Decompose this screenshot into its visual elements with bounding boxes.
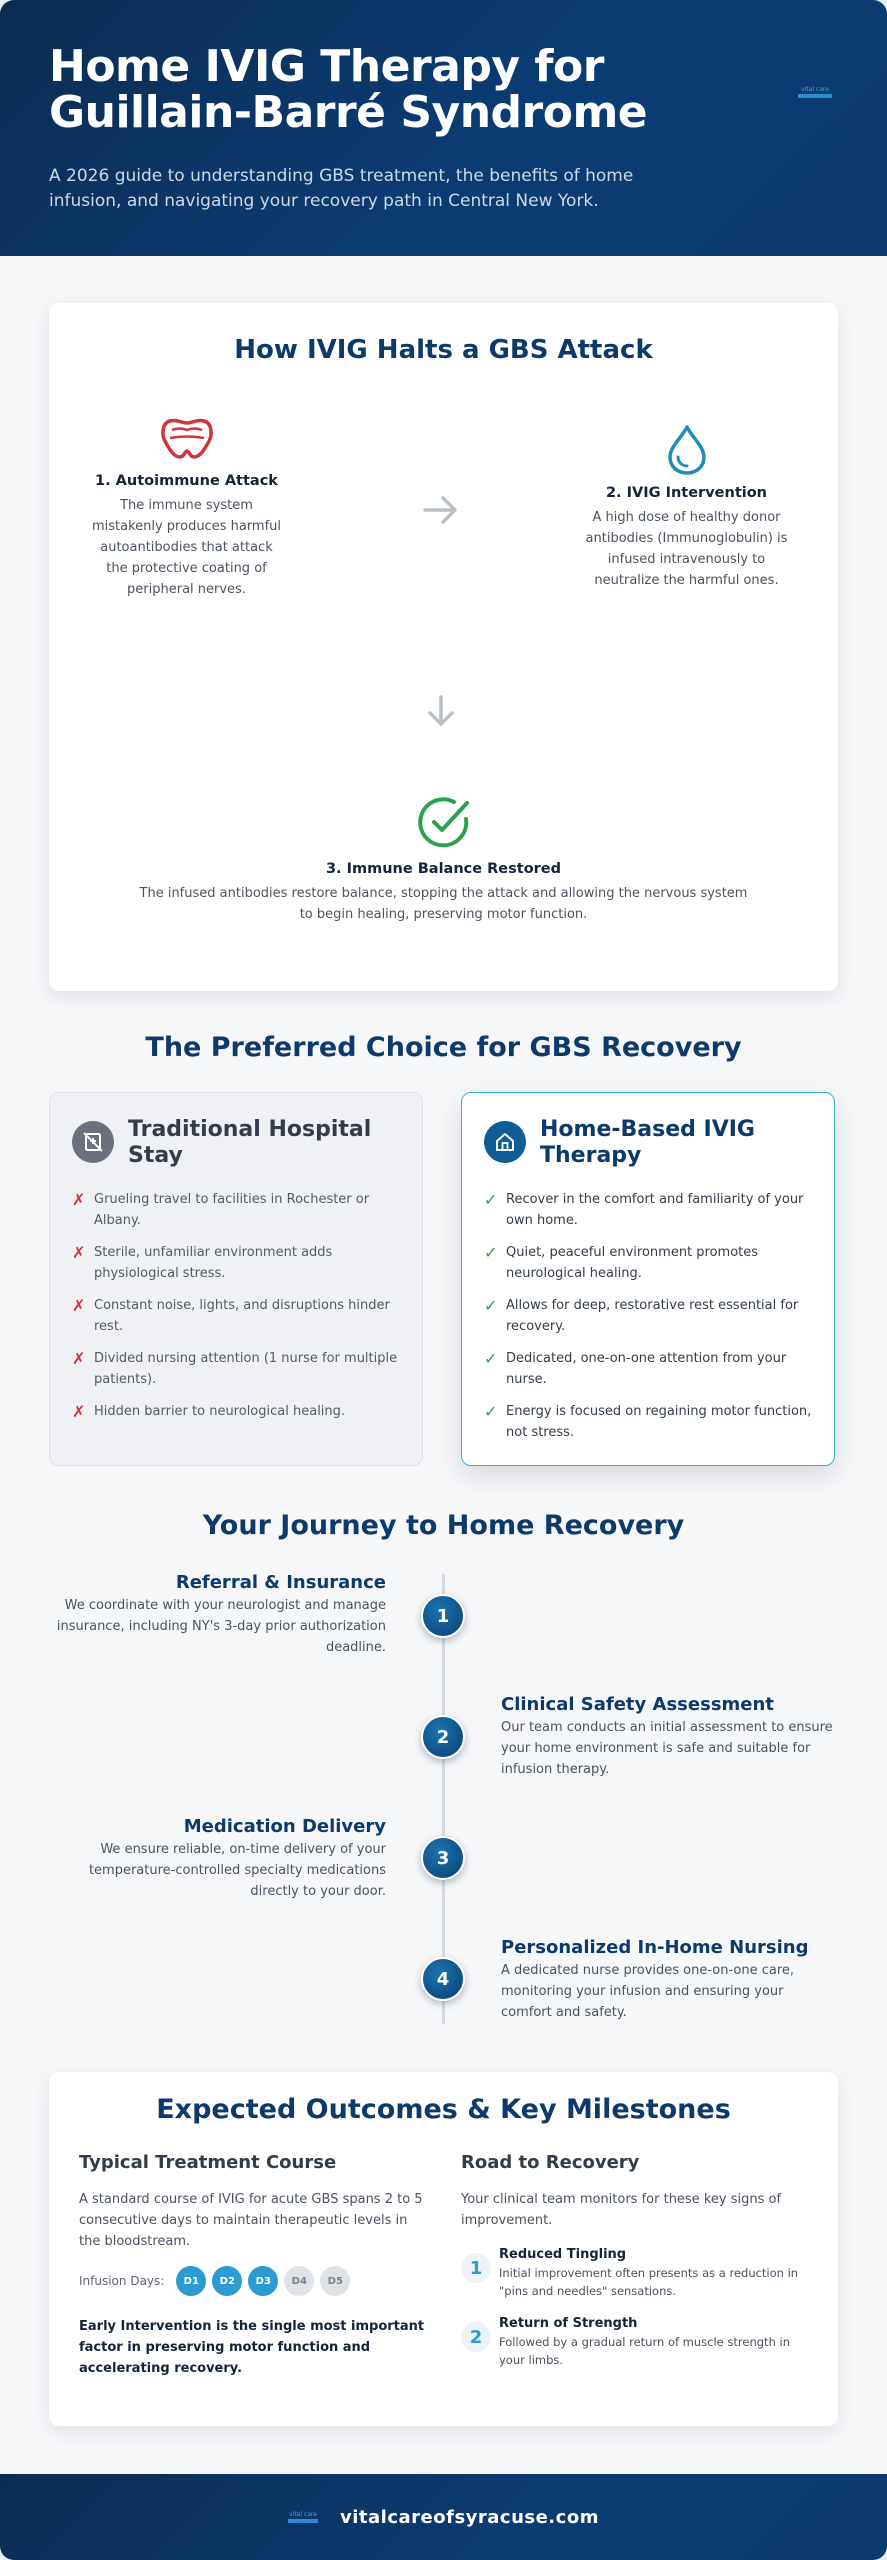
- page-title: Home IVIG Therapy for Guillain-Barré Syndrome: [49, 41, 648, 138]
- how-ivig-works-card: [49, 303, 838, 991]
- early-intervention-note: Early Intervention is the single most important factor in preserving motor function and accelerating recovery.: [79, 2319, 425, 2376]
- journey-step-nursing: [501, 1937, 837, 2023]
- treatment-course-title: Typical Treatment Course: [79, 2152, 337, 2173]
- treatment-course-column: [79, 2152, 429, 2379]
- vital-care-logo: [798, 86, 832, 100]
- how-section-title: How IVIG Halts a GBS Attack: [234, 335, 653, 365]
- road-to-recovery-title: Road to Recovery: [461, 2152, 640, 2173]
- cross-icon: ✗: [72, 1190, 86, 1209]
- journey-step-referral: [50, 1572, 386, 1658]
- timeline-node-4: 4: [421, 1957, 465, 2001]
- check-icon: ✓: [484, 1349, 498, 1368]
- check-icon: ✓: [484, 1402, 498, 1421]
- journey-step-delivery: [50, 1816, 386, 1902]
- logo-text: vital care: [801, 86, 829, 93]
- milestone-text: Followed by a gradual return of muscle strength in your limbs.: [499, 2335, 790, 2367]
- website-link[interactable]: vitalcareofsyracuse.com: [340, 2506, 599, 2528]
- droplet-icon: [662, 423, 712, 477]
- milestone-number: 2: [461, 2322, 491, 2352]
- immune-attack-icon: [158, 413, 216, 465]
- journey-step-title: Personalized In-Home Nursing: [501, 1937, 809, 1958]
- list-item: ✗ Sterile, unfamiliar environment adds physiological stress.: [72, 1242, 400, 1284]
- infusion-day-3: D3: [248, 2266, 278, 2296]
- step-autoimmune-attack: [89, 413, 284, 600]
- list-item: ✓ Allows for deep, restorative rest essential for recovery.: [484, 1295, 812, 1337]
- no-hospital-icon: [82, 1131, 104, 1153]
- footer-bar: [0, 2474, 887, 2560]
- infusion-day-4: D4: [284, 2266, 314, 2296]
- milestone-item: [461, 2316, 811, 2369]
- comparison-section-title: The Preferred Choice for GBS Recovery: [145, 1032, 742, 1063]
- step-3-title: 3. Immune Balance Restored: [325, 861, 562, 877]
- hospital-drawbacks-list: [72, 1189, 400, 1422]
- step-2-text: A high dose of healthy donor antibodies (Immunoglobulin) is infused intravenously to neutralize the harmful ones.: [585, 510, 788, 588]
- check-icon: ✓: [484, 1296, 498, 1315]
- list-item: ✓ Energy is focused on regaining motor function, not stress.: [484, 1401, 812, 1443]
- cross-icon: ✗: [72, 1349, 86, 1368]
- hospital-badge: [72, 1121, 114, 1163]
- step-2-title: 2. IVIG Intervention: [605, 485, 768, 501]
- list-item: ✓ Recover in the comfort and familiarity of your own home.: [484, 1189, 812, 1231]
- journey-step-title: Medication Delivery: [183, 1816, 386, 1837]
- home-icon: [494, 1131, 516, 1153]
- page-subtitle: A 2026 guide to understanding GBS treatment, the benefits of home infusion, and navigating your recovery path in Central New York.: [49, 166, 634, 211]
- step-1-title: 1. Autoimmune Attack: [95, 473, 278, 489]
- arrow-down-icon: [421, 691, 461, 740]
- list-item: ✗ Divided nursing attention (1 nurse for multiple patients).: [72, 1348, 400, 1390]
- home-badge: [484, 1121, 526, 1163]
- infusion-day-2: D2: [212, 2266, 242, 2296]
- journey-step-title: Referral & Insurance: [175, 1572, 386, 1593]
- timeline-node-3: 3: [421, 1836, 465, 1880]
- step-immune-balance-restored: [139, 793, 748, 925]
- milestone-title: Return of Strength: [499, 2316, 638, 2331]
- home-column-title: Home-Based IVIG Therapy: [540, 1117, 755, 1168]
- check-icon: ✓: [484, 1243, 498, 1262]
- infusion-day-1: D1: [176, 2266, 206, 2296]
- journey-step-text: We ensure reliable, on-time delivery of your temperature-controlled specialty medications directly to your door.: [88, 1842, 386, 1899]
- infusion-day-5: D5: [320, 2266, 350, 2296]
- timeline-node-2: 2: [421, 1715, 465, 1759]
- footer-logo: [288, 2511, 318, 2523]
- milestone-text: Initial improvement often presents as a reduction in "pins and needles" sensations.: [499, 2266, 799, 2298]
- list-item: ✓ Quiet, peaceful environment promotes neurological healing.: [484, 1242, 812, 1284]
- journey-section-title: Your Journey to Home Recovery: [202, 1510, 685, 1541]
- milestone-number: 1: [461, 2253, 491, 2283]
- road-to-recovery-text: Your clinical team monitors for these key signs of improvement.: [461, 2192, 782, 2228]
- check-circle-icon: [414, 793, 474, 853]
- check-icon: ✓: [484, 1190, 498, 1209]
- journey-step-text: We coordinate with your neurologist and manage insurance, including NY's 3-day prior authorization deadline.: [56, 1598, 386, 1655]
- journey-step-text: A dedicated nurse provides one-on-one care, monitoring your infusion and ensuring your comfort and safety.: [501, 1963, 795, 2020]
- milestone-item: [461, 2247, 811, 2300]
- journey-step-title: Clinical Safety Assessment: [501, 1694, 774, 1715]
- arrow-right-icon: [421, 493, 461, 536]
- milestone-title: Reduced Tingling: [499, 2247, 627, 2262]
- home-benefits-list: [484, 1189, 812, 1443]
- cross-icon: ✗: [72, 1243, 86, 1262]
- outcomes-card: [49, 2072, 838, 2426]
- infusion-days-label: Infusion Days:: [79, 2274, 165, 2288]
- road-to-recovery-column: [461, 2152, 811, 2369]
- timeline-node-1: 1: [421, 1594, 465, 1638]
- journey-step-text: Our team conducts an initial assessment to ensure your home environment is safe and suitable for infusion therapy.: [501, 1720, 833, 1777]
- cross-icon: ✗: [72, 1402, 86, 1421]
- step-1-text: The immune system mistakenly produces harmful autoantibodies that attack the protective coating of peripheral nerves.: [91, 498, 282, 597]
- hero-banner: [0, 0, 887, 256]
- footer-logo-text: vital care: [289, 2511, 317, 2518]
- cross-icon: ✗: [72, 1296, 86, 1315]
- home-ivig-column: [461, 1092, 835, 1466]
- journey-step-assessment: [501, 1694, 837, 1780]
- outcomes-section-title: Expected Outcomes & Key Milestones: [156, 2094, 731, 2125]
- hospital-stay-column: [49, 1092, 423, 1466]
- list-item: ✗ Constant noise, lights, and disruptions hinder rest.: [72, 1295, 400, 1337]
- step-3-text: The infused antibodies restore balance, stopping the attack and allowing the nervous system to begin healing, preserving motor function.: [139, 886, 748, 922]
- list-item: ✗ Hidden barrier to neurological healing.: [72, 1402, 346, 1421]
- hospital-column-title: Traditional Hospital Stay: [128, 1117, 372, 1168]
- list-item: ✓ Dedicated, one-on-one attention from your nurse.: [484, 1348, 812, 1390]
- list-item: ✗ Grueling travel to facilities in Rochester or Albany.: [72, 1189, 400, 1231]
- treatment-course-text: A standard course of IVIG for acute GBS spans 2 to 5 consecutive days to maintain therapeutic levels in the bloodstream.: [79, 2192, 423, 2249]
- infusion-days-row: [79, 2266, 429, 2296]
- step-ivig-intervention: [579, 423, 794, 591]
